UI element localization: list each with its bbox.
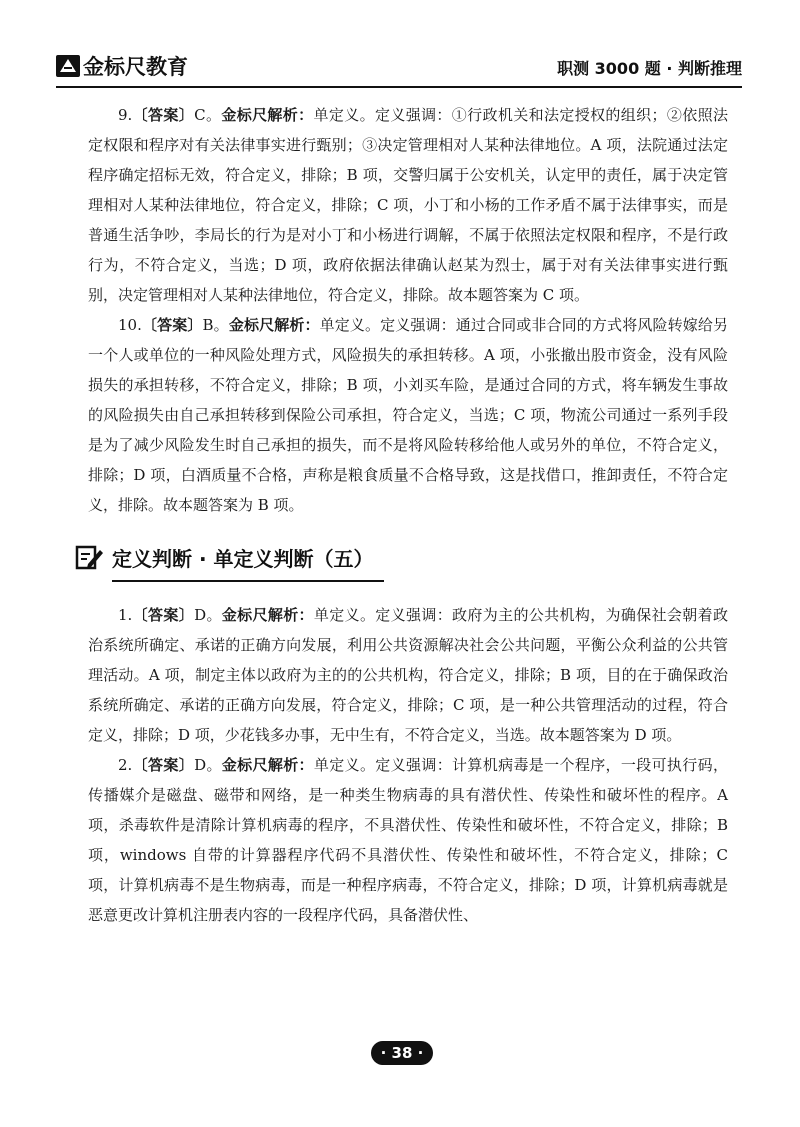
page-content	[88, 100, 728, 930]
logo-icon	[56, 55, 80, 77]
answer-letter: C。	[194, 106, 222, 124]
answer-letter: D。	[194, 606, 222, 624]
analysis-label: 金标尺解析：	[228, 316, 320, 334]
pencil-note-icon	[74, 542, 104, 572]
page-header	[56, 50, 742, 88]
answer-label: 〔答案〕	[132, 606, 195, 624]
answer-paragraph: 2.〔答案〕D。金标尺解析：单定义。定义强调：计算机病毒是一个程序，一段可执行码，传播媒介是磁盘、磁带和网络，是一种类生物病毒的具有潜伏性、传染性和破坏性的程序。A 项，杀毒软件是清除计算机病毒的程序，不具潜伏性、传染性和破坏性，不符合定义，排除；B 项，windows 自带的计算器程序代码不具潜伏性、传染性和破坏性，不符合定义，排除；C 项，计算机病毒不是生物病毒，而是一种程序病毒，不符合定义，排除；D 项，计算机病毒就是恶意更改计算机注册表内容的一段程序代码，具备潜伏性、	[88, 756, 728, 924]
analysis-label: 金标尺解析：	[221, 756, 314, 774]
answer-label: 〔答案〕	[132, 106, 195, 124]
page-number: · 38 ·	[371, 1041, 433, 1065]
answer-label: 〔答案〕	[141, 316, 203, 334]
answer-paragraph: 10.〔答案〕B。金标尺解析：单定义。定义强调：通过合同或非合同的方式将风险转嫁给另一个人或单位的一种风险处理方式，风险损失的承担转移。A 项，小张撤出股市资金，没有风险损失的承担转移，不符合定义，排除；B 项，小刘买车险，是通过合同的方式，将车辆发生事故的风险损失由自己承担转移到保险公司承担，符合定义，当选；C 项，物流公司通过一系列手段是为了减少风险发生时自己承担的损失，而不是将风险转移给他人或另外的单位，不符合定义，排除；D 项，白酒质量不合格，声称是粮食质量不合格导致，这是找借口，推卸责任，不符合定义，排除。故本题答案为 B 项。	[88, 316, 728, 514]
analysis-label: 金标尺解析：	[221, 106, 314, 124]
analysis-text: 单定义。定义强调：政府为主的公共机构，为确保社会朝着政治系统所确定、承诺的正确方向发展，利用公共资源解决社会公共问题，平衡公众利益的公共管理活动。A 项，制定主体以政府为主的的公共机构，符合定义，排除；B 项，目的在于确保政治系统所确定、承诺的正确方向发展，符合定义，排除；C 项，是一种公共管理活动的过程，符合定义，排除；D 项，少花钱多办事，无中生有，不符合定义，当选。故本题答案为 D 项。	[88, 606, 728, 744]
section-title: 定义判断 · 单定义判断（五）	[112, 546, 374, 571]
answer-paragraph: 1.〔答案〕D。金标尺解析：单定义。定义强调：政府为主的公共机构，为确保社会朝着政治系统所确定、承诺的正确方向发展，利用公共资源解决社会公共问题，平衡公众利益的公共管理活动。A 项，制定主体以政府为主的的公共机构，符合定义，排除；B 项，目的在于确保政治系统所确定、承诺的正确方向发展，符合定义，排除；C 项，是一种公共管理活动的过程，符合定义，排除；D 项，少花钱多办事，无中生有，不符合定义，当选。故本题答案为 D 项。	[88, 606, 728, 744]
answer-paragraph: 9.〔答案〕C。金标尺解析：单定义。定义强调：①行政机关和法定授权的组织；②依照法定权限和程序对有关法律事实进行甄别；③决定管理相对人某种法律地位。A 项，法院通过法定程序确定招标无效，符合定义，排除；B 项，交警归属于公安机关，认定甲的责任，属于决定管理相对人某种法律地位，符合定义，排除；C 项，小丁和小杨的工作矛盾不属于法律事实，而是普通生活争吵，李局长的行为是对小丁和小杨进行调解，不属于依照法定权限和程序，不是行政行为，不符合定义，当选；D 项，政府依据法律确认赵某为烈士，属于对有关法律事实进行甄别，决定管理相对人某种法律地位，符合定义，排除。故本题答案为 C 项。	[88, 106, 728, 304]
publisher-logo	[56, 52, 188, 80]
analysis-label: 金标尺解析：	[221, 606, 314, 624]
analysis-text: 单定义。定义强调：通过合同或非合同的方式将风险转嫁给另一个人或单位的一种风险处理方式，风险损失的承担转移。A 项，小张撤出股市资金，没有风险损失的承担转移，不符合定义，排除；B 项，小刘买车险，是通过合同的方式，将车辆发生事故的风险损失由自己承担转移到保险公司承担，符合定义，当选；C 项，物流公司通过一系列手段是为了减少风险发生时自己承担的损失，而不是将风险转移给他人或另外的单位，不符合定义，排除；D 项，白酒质量不合格，声称是粮食质量不合格导致，这是找借口，推卸责任，不符合定义，排除。故本题答案为 B 项。	[88, 316, 728, 514]
answer-letter: B。	[202, 316, 229, 334]
book-title: 职测 3000 题 · 判断推理	[557, 59, 742, 78]
analysis-text: 单定义。定义强调：计算机病毒是一个程序，一段可执行码，传播媒介是磁盘、磁带和网络，是一种类生物病毒的具有潜伏性、传染性和破坏性的程序。A 项，杀毒软件是清除计算机病毒的程序，不具潜伏性、传染性和破坏性，不符合定义，排除；B 项，windows 自带的计算器程序代码不具潜伏性、传染性和破坏性，不符合定义，排除；C 项，计算机病毒不是生物病毒，而是一种程序病毒，不符合定义，排除；D 项，计算机病毒就是恶意更改计算机注册表内容的一段程序代码，具备潜伏性、	[88, 756, 728, 924]
logo-text: 金标尺教育	[83, 55, 188, 79]
answer-label: 〔答案〕	[132, 756, 195, 774]
analysis-text: 单定义。定义强调：①行政机关和法定授权的组织；②依照法定权限和程序对有关法律事实进行甄别；③决定管理相对人某种法律地位。A 项，法院通过法定程序确定招标无效，符合定义，排除；B 项，交警归属于公安机关，认定甲的责任，属于决定管理相对人某种法律地位，符合定义，排除；C 项，小丁和小杨的工作矛盾不属于法律事实，而是普通生活争吵，李局长的行为是对小丁和小杨进行调解，不属于依照法定权限和程序，不是行政行为，不符合定义，当选；D 项，政府依据法律确认赵某为烈士，属于对有关法律事实进行甄别，决定管理相对人某种法律地位，符合定义，排除。故本题答案为 C 项。	[88, 106, 728, 304]
section-heading	[74, 528, 728, 586]
answer-letter: D。	[194, 756, 222, 774]
